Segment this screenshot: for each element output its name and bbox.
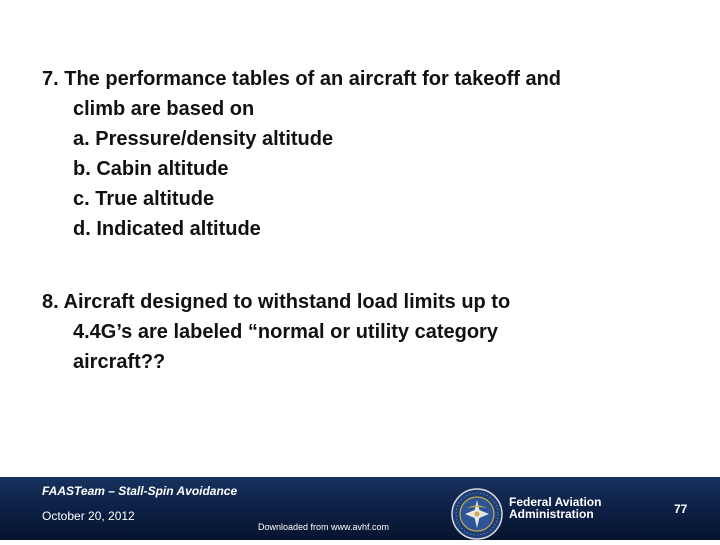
footer-title: FAASTeam – Stall-Spin Avoidance: [42, 484, 238, 498]
question-8-line-1: 8. Aircraft designed to withstand load limits up to: [42, 291, 511, 313]
page-number: 77: [674, 502, 688, 516]
question-7-line-2: climb are based on: [73, 98, 255, 120]
answer-option-a: a. Pressure/density altitude: [73, 128, 334, 150]
question-8: [42, 287, 692, 377]
answer-option-c: c. True altitude: [73, 188, 215, 210]
agency-name-line-2: Administration: [509, 507, 594, 521]
question-7-line-1: 7. The performance tables of an aircraft for takeoff and: [42, 68, 562, 90]
agency-name-line-1: Federal Aviation: [509, 495, 602, 509]
faa-seal-icon: [451, 488, 503, 540]
answer-option-d: d. Indicated altitude: [73, 218, 261, 240]
agency-name: [509, 496, 601, 520]
slide-body: [42, 64, 692, 377]
question-7: [42, 64, 692, 244]
question-8-line-3: aircraft??: [73, 351, 166, 373]
footer-date: October 20, 2012: [42, 509, 135, 523]
footer-bar: [0, 477, 720, 540]
answer-option-b: b. Cabin altitude: [73, 158, 229, 180]
question-8-line-2: 4.4G’s are labeled “normal or utility category: [73, 321, 498, 343]
question-spacer: [42, 244, 692, 287]
footer-download-link[interactable]: Downloaded from www.avhf.com: [258, 522, 390, 532]
